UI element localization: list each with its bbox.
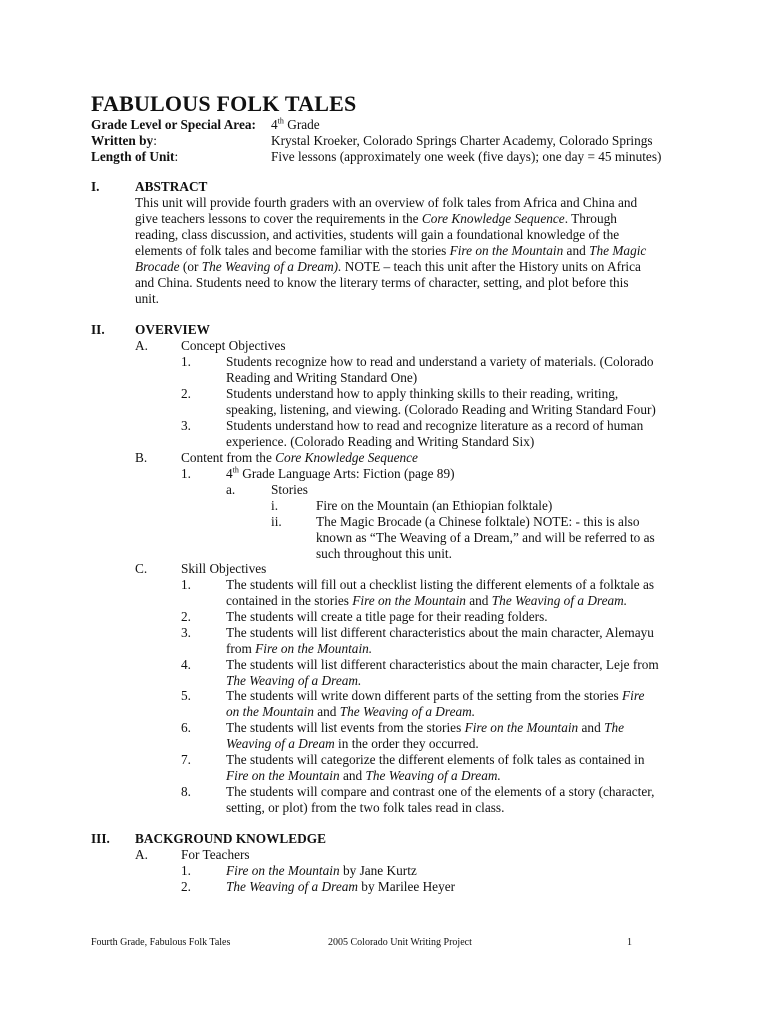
list-item: The students will write down different parts of the setting from the stories Fire on the Mountain and The Weaving of a Dream.: [226, 688, 645, 719]
list-item: The students will list different characteristics about the main character, Leje from The Weaving of a Dream.: [226, 657, 659, 688]
list-item: 4th Grade Language Arts: Fiction (page 89): [226, 465, 455, 481]
list-number: 3.: [181, 625, 191, 640]
overview-number: II.: [91, 322, 105, 337]
document-page: FABULOUS FOLK TALES Grade Level or Special Area: 4th Grade Written by: Krystal Kroeker, Colorado Springs Charter Academy, Colorado Springs Length of Unit: Five lessons (approximately one week (five days); one day = 45 minutes) I. ABSTRACT This unit will provide fourth graders with an overview of folk tales from Africa and China and give teachers lessons to cover the requirements in the Core Knowledge Sequence. Through reading, class discussion, and activities, students will gain a foundational knowledge of the elements of folk tales and become familiar with the stories Fire on the Mountain and The Magic Brocade (or The Weaving of a Dream). NOTE – teach this unit after the History units on Africa and China. Students need to know the literary terms of character, setting, and plot before this unit. II. OVERVIEW A. Concept Objectives 1. Students recognize how to read and understand a variety of materials. (Colorado Reading and Writing Standard One) 2. Students understand how to apply thinking skills to their reading, writing, speaking, listening, and viewing. (Colorado Reading and Writing Standard Four) 3. Students understand how to read and recognize literature as a record of human experience. (Colorado Reading and Writing Standard Six) B. Content from the Core Knowledge Sequence 1. 4th Grade Language Arts: Fiction (page 89) a. Stories i. Fire on the Mountain (an Ethiopian folktale) ii. The Magic Brocade (a Chinese folktale) NOTE: - this is also known as “The Weaving of a Dream,” and will be referred to as such throughout this unit. C. Skill Objectives 1. The students will fill out a checklist listing the different elements of a folktale as contained in the stories Fire on the Mountain and The Weaving of a Dream. 2. The students will create a title page for their reading folders. 3. The students will list different characteristics about the main character, Alemayu from Fire on the Mountain. 4. The students will list different characteristics about the main character, Leje from The Weaving of a Dream. 5. The students will write down different parts of the setting from the stories Fire on the Mountain and The Weaving of a Dream. 6. The students will list events from the stories Fire on the Mountain and The Weaving of a Dream in the order they occurred. 7. The students will categorize the different elements of folk tales as contained in Fire on the Mountain and The Weaving of a Dream. 8. The students will compare and contrast one of the elements of a story (character, setting, or plot) from the two folk tales read in class. III. BACKGROUND KNOWLEDGE A. For Teachers 1. Fire on the Mountain by Jane Kurtz 2. The Weaving of a Dream by Marilee Heyer Fourth Grade, Fabulous Folk Tales 2005 Colorado Unit Writing Project 1: [0, 0, 768, 1024]
document-title: FABULOUS FOLK TALES: [91, 91, 357, 116]
list-item: Students understand how to read and recognize literature as a record of human experience. (Colorado Reading and Writing Standard Six): [226, 418, 644, 449]
list-number: 1.: [181, 466, 191, 481]
list-item: Students understand how to apply thinking skills to their reading, writing, speaking, listening, and viewing. (Colorado Reading and Writing Standard Four): [226, 386, 656, 417]
overview-b-letter: B.: [135, 450, 148, 465]
list-item: The students will create a title page for their reading folders.: [226, 609, 548, 624]
list-number: 8.: [181, 784, 191, 799]
list-number: 5.: [181, 688, 191, 703]
meta-grade-row: Grade Level or Special Area: 4th Grade: [91, 116, 320, 132]
overview-c-letter: C.: [135, 561, 148, 576]
list-item: The students will list events from the stories Fire on the Mountain and The Weaving of a Dream in the order they occurred.: [226, 720, 625, 751]
abstract-heading: ABSTRACT: [135, 179, 208, 194]
list-item: Students recognize how to read and understand a variety of materials. (Colorado Reading and Writing Standard One): [226, 354, 654, 385]
overview-heading: OVERVIEW: [135, 322, 210, 337]
list-number: 1.: [181, 577, 191, 592]
background-a-text: For Teachers: [181, 847, 250, 862]
roman-number: i.: [271, 498, 279, 513]
list-number: 4.: [181, 657, 191, 672]
overview-a-text: Concept Objectives: [181, 338, 286, 353]
list-item: The students will list different characteristics about the main character, Alemayu from Fire on the Mountain.: [226, 625, 654, 656]
footer-center: 2005 Colorado Unit Writing Project: [328, 937, 472, 948]
background-a-letter: A.: [135, 847, 148, 862]
list-number: 2.: [181, 609, 191, 624]
background-heading: BACKGROUND KNOWLEDGE: [135, 831, 326, 846]
list-item: The students will fill out a checklist listing the different elements of a folktale as contained in the stories Fire on the Mountain and The Weaving of a Dream.: [226, 577, 655, 608]
list-number: 1.: [181, 863, 191, 878]
roman-item: Fire on the Mountain (an Ethiopian folktale): [316, 498, 553, 513]
overview-b-text: Content from the Core Knowledge Sequence: [181, 450, 418, 465]
abstract-number: I.: [91, 179, 100, 194]
list-item: The students will compare and contrast one of the elements of a story (character, setting, or plot) from the two folk tales read in class.: [226, 784, 655, 815]
sublist-item: Stories: [271, 482, 308, 497]
list-number: 7.: [181, 752, 191, 767]
sublist-letter: a.: [226, 482, 236, 497]
length-label: Length of Unit: [91, 149, 175, 164]
meta-written-row: Written by: Krystal Kroeker, Colorado Springs Charter Academy, Colorado Springs: [91, 133, 653, 148]
overview-a-letter: A.: [135, 338, 148, 353]
list-number: 6.: [181, 720, 191, 735]
written-value: Krystal Kroeker, Colorado Springs Charter Academy, Colorado Springs: [271, 133, 653, 148]
list-number: 3.: [181, 418, 191, 433]
roman-item: The Magic Brocade (a Chinese folktale) NOTE: - this is also known as “The Weaving of a Dream,” and will be referred to as such throughout this unit.: [316, 514, 655, 561]
footer-left: Fourth Grade, Fabulous Folk Tales: [91, 937, 231, 948]
grade-label: Grade Level or Special Area: [91, 117, 252, 132]
roman-number: ii.: [271, 514, 282, 529]
list-item: The Weaving of a Dream by Marilee Heyer: [226, 879, 456, 894]
list-item: The students will categorize the different elements of folk tales as contained in Fire on the Mountain and The Weaving of a Dream.: [226, 752, 645, 783]
page-number: 1: [627, 937, 632, 948]
list-number: 2.: [181, 386, 191, 401]
overview-c-text: Skill Objectives: [181, 561, 267, 576]
background-number: III.: [91, 831, 110, 846]
meta-length-row: Length of Unit: Five lessons (approximately one week (five days); one day = 45 minutes): [91, 149, 662, 164]
length-value: Five lessons (approximately one week (five days); one day = 45 minutes): [271, 149, 662, 164]
list-number: 1.: [181, 354, 191, 369]
list-number: 2.: [181, 879, 191, 894]
written-label: Written by: [91, 133, 154, 148]
list-item: Fire on the Mountain by Jane Kurtz: [226, 863, 417, 878]
grade-value: 4th Grade: [271, 116, 320, 132]
